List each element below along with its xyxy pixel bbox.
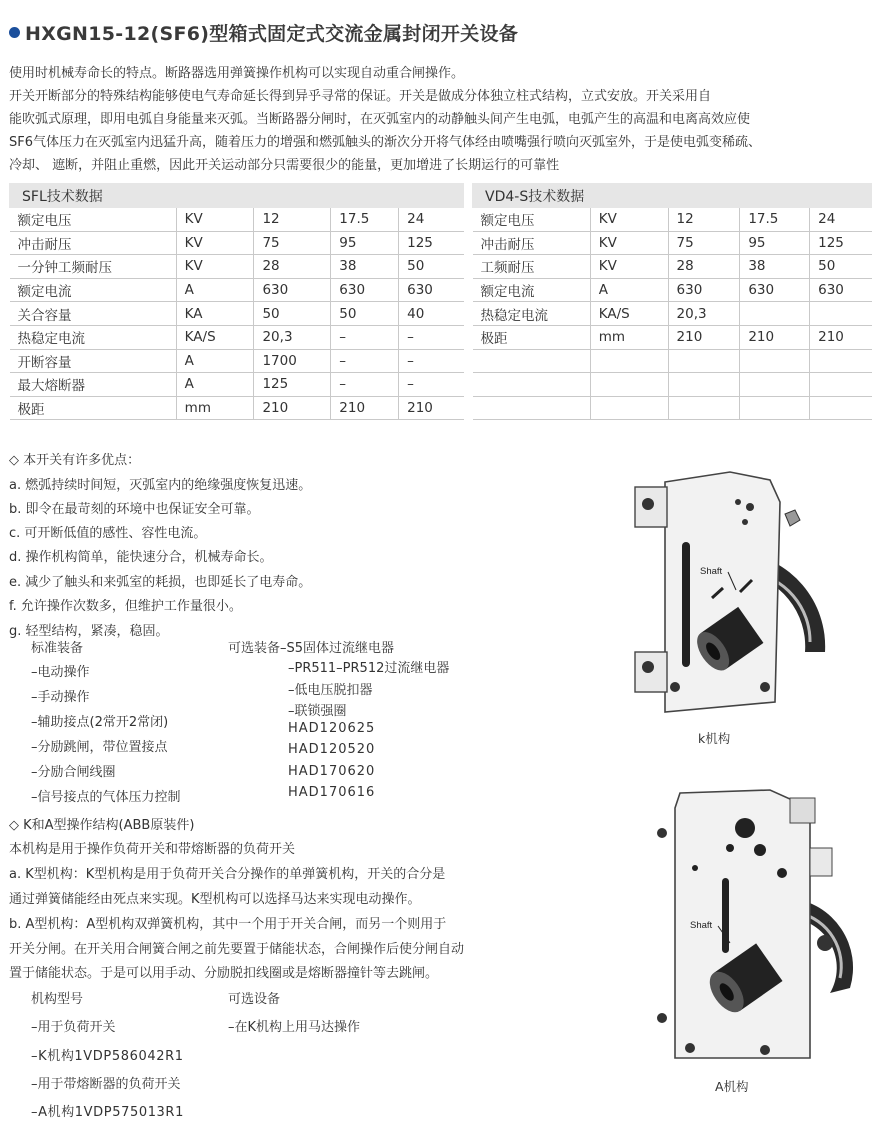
table-cell: 210 bbox=[331, 396, 399, 420]
bolt-icon bbox=[817, 935, 833, 951]
table-cell: KV bbox=[176, 208, 254, 232]
table-cell: 最大熔断器 bbox=[10, 373, 177, 397]
table-cell: 40 bbox=[399, 302, 464, 326]
k-mechanism-caption: k机构 bbox=[698, 731, 731, 746]
standard-equipment-item: –分励合闸线圈 bbox=[31, 765, 116, 780]
table-cell: 冲击耐压 bbox=[10, 231, 177, 255]
table-cell: 210 bbox=[399, 396, 464, 420]
a-mechanism-figure bbox=[650, 788, 855, 1073]
bolt-icon bbox=[657, 828, 667, 838]
table-row bbox=[473, 255, 872, 279]
table-cell bbox=[473, 373, 591, 397]
table-cell: – bbox=[331, 349, 399, 373]
table-cell: 12 bbox=[254, 208, 331, 232]
table-cell: 24 bbox=[810, 208, 872, 232]
table-cell: 额定电压 bbox=[10, 208, 177, 232]
optional-equipment-item: HAD170616 bbox=[288, 785, 376, 800]
table-row bbox=[473, 373, 872, 397]
sfl-table-header: SFL技术数据 bbox=[10, 184, 464, 208]
table-row bbox=[10, 278, 464, 302]
table-row bbox=[10, 325, 464, 349]
guide-slot bbox=[682, 542, 690, 667]
bullet-dot-icon bbox=[9, 27, 20, 38]
table-cell bbox=[590, 396, 668, 420]
table-cell bbox=[590, 349, 668, 373]
table-row bbox=[10, 302, 464, 326]
table-cell: 630 bbox=[668, 278, 740, 302]
table-cell: 28 bbox=[254, 255, 331, 279]
table-cell: 1700 bbox=[254, 349, 331, 373]
table-cell: 额定电流 bbox=[10, 278, 177, 302]
nut-icon bbox=[785, 510, 800, 526]
standard-equipment-heading: 标准装备 bbox=[31, 641, 84, 656]
table-cell: 24 bbox=[399, 208, 464, 232]
advantage-item: b. 即令在最苛刻的环境中也保证安全可靠。 bbox=[9, 502, 260, 517]
intro-line: SF6气体压力在灭弧室内迅猛升高，随着压力的增强和燃弧触头的渐次分开将气体经由喷嘴强行喷向灭弧室外，于是使电弧变稀疏、 bbox=[9, 135, 762, 150]
mechanism-line: a. K型机构：K型机构是用于负荷开关合分操作的单弹簧机构，开关的合分是 bbox=[9, 867, 446, 882]
sfl-tech-table bbox=[9, 183, 464, 420]
table-cell bbox=[590, 373, 668, 397]
bolt-icon bbox=[746, 503, 754, 511]
bolt-icon bbox=[760, 682, 770, 692]
table-cell: 75 bbox=[254, 231, 331, 255]
advantage-item: e. 减少了触头和来弧室的耗损，也即延长了电寿命。 bbox=[9, 575, 312, 590]
model-item: –用于负荷开关 bbox=[31, 1020, 116, 1035]
table-cell: 630 bbox=[740, 278, 810, 302]
table-cell: 额定电流 bbox=[473, 278, 591, 302]
table-cell: 28 bbox=[668, 255, 740, 279]
bolt-icon bbox=[642, 498, 654, 510]
optional-equipment-item: –PR511–PR512过流继电器 bbox=[288, 661, 450, 676]
bolt-icon bbox=[685, 1043, 695, 1053]
shaft-label: Shaft bbox=[700, 566, 723, 577]
model-item: –K机构1VDP586042R1 bbox=[31, 1049, 184, 1064]
table-cell: KV bbox=[590, 208, 668, 232]
optional-equipment-item: –联锁强圈 bbox=[288, 704, 347, 719]
table-cell: KA/S bbox=[590, 302, 668, 326]
advantage-item: c. 可开断低值的感性、容性电流。 bbox=[9, 526, 207, 541]
mechanism-line: b. A型机构：A型机构双弹簧机构，其中一个用于开关合闸，而另一个则用于 bbox=[9, 917, 447, 932]
table-row bbox=[473, 349, 872, 373]
bolt-icon bbox=[642, 661, 654, 673]
right-bracket bbox=[810, 848, 832, 876]
table-cell: 极距 bbox=[10, 396, 177, 420]
bolt-icon bbox=[692, 865, 698, 871]
table-cell bbox=[810, 396, 872, 420]
table-cell: 630 bbox=[810, 278, 872, 302]
table-cell bbox=[810, 373, 872, 397]
table-cell: 17.5 bbox=[740, 208, 810, 232]
vd4-table-header: VD4-S技术数据 bbox=[473, 184, 872, 208]
table-cell: 50 bbox=[254, 302, 331, 326]
table-cell: 38 bbox=[740, 255, 810, 279]
table-cell: 125 bbox=[810, 231, 872, 255]
table-cell: 20,3 bbox=[254, 325, 331, 349]
table-cell: 38 bbox=[331, 255, 399, 279]
table-cell bbox=[740, 302, 810, 326]
a-mechanism-caption: A机构 bbox=[715, 1079, 749, 1094]
optional-equipment-item: HAD120625 bbox=[288, 721, 376, 736]
standard-equipment-item: –分励跳闸，带位置接点 bbox=[31, 740, 168, 755]
mechanism-line: 置于储能状态。于是可以用手动、分励脱扣线圈或是熔断器撞针等去跳闸。 bbox=[9, 966, 439, 981]
advantage-item: f. 允许操作次数多，但维护工作量很小。 bbox=[9, 599, 242, 614]
table-cell: 50 bbox=[399, 255, 464, 279]
standard-equipment-item: –电动操作 bbox=[31, 665, 90, 680]
table-cell: A bbox=[176, 349, 254, 373]
mechanism-line: 通过弹簧储能经由死点来实现。K型机构可以选择马达来实现电动操作。 bbox=[9, 892, 421, 907]
standard-equipment-item: –辅助接点(2常开2常闭) bbox=[31, 715, 169, 730]
advantage-item: a. 燃弧持续时间短，灭弧室内的绝缘强度恢复迅速。 bbox=[9, 478, 312, 493]
table-cell: 一分钟工频耐压 bbox=[10, 255, 177, 279]
table-cell bbox=[740, 349, 810, 373]
bolt-icon bbox=[657, 1013, 667, 1023]
mechanism-heading: ◇ K和A型操作结构(ABB原装件) bbox=[9, 818, 195, 833]
table-row bbox=[473, 278, 872, 302]
table-cell: 工频耐压 bbox=[473, 255, 591, 279]
table-row bbox=[10, 349, 464, 373]
table-cell: KA/S bbox=[176, 325, 254, 349]
mechanism-line: 本机构是用于操作负荷开关和带熔断器的负荷开关 bbox=[9, 842, 296, 857]
table-cell bbox=[668, 349, 740, 373]
table-cell: – bbox=[331, 325, 399, 349]
intro-line: 冷却、 遮断，并阻止重燃，因此开关运动部分只需要很少的能量，更加增进了长期运行的可靠性 bbox=[9, 158, 560, 173]
intro-line: 能吹弧式原理，即用电弧自身能量来灭弧。当断路器分闸时，在灭弧室内的动静触头间产生电弧，电弧产生的高温和电离高效应使 bbox=[9, 112, 751, 127]
table-cell bbox=[740, 396, 810, 420]
bolt-icon bbox=[735, 499, 741, 505]
table-cell: 17.5 bbox=[331, 208, 399, 232]
table-cell: A bbox=[590, 278, 668, 302]
table-cell: – bbox=[331, 373, 399, 397]
vd4-tech-table bbox=[472, 183, 872, 420]
table-row bbox=[473, 208, 872, 232]
optional-equipment-item: HAD170620 bbox=[288, 764, 376, 779]
table-cell bbox=[473, 396, 591, 420]
model-heading: 机构型号 bbox=[31, 992, 84, 1007]
table-cell bbox=[810, 349, 872, 373]
optional-device-heading: 可选设备 bbox=[228, 992, 281, 1007]
table-cell: 50 bbox=[810, 255, 872, 279]
intro-line: 使用时机械寿命长的特点。断路器选用弹簧操作机构可以实现自动重合闸操作。 bbox=[9, 66, 465, 81]
table-cell: – bbox=[399, 373, 464, 397]
table-cell: 125 bbox=[399, 231, 464, 255]
table-cell: 极距 bbox=[473, 325, 591, 349]
table-row bbox=[10, 255, 464, 279]
top-bracket bbox=[790, 798, 815, 823]
intro-paragraph bbox=[9, 62, 875, 177]
table-cell: 210 bbox=[668, 325, 740, 349]
table-cell: – bbox=[399, 325, 464, 349]
table-cell bbox=[810, 302, 872, 326]
advantage-item: g. 轻型结构，紧凑，稳固。 bbox=[9, 624, 169, 639]
table-cell: KV bbox=[176, 231, 254, 255]
table-cell: A bbox=[176, 278, 254, 302]
table-row bbox=[473, 302, 872, 326]
mechanism-line: 开关分闸。在开关用合闸簧合闸之前先要置于储能状态，合闸操作后使分闸自动 bbox=[9, 942, 465, 957]
table-cell: 210 bbox=[254, 396, 331, 420]
table-cell: 50 bbox=[331, 302, 399, 326]
model-item: –用于带熔断器的负荷开关 bbox=[31, 1077, 181, 1092]
table-cell: KV bbox=[590, 231, 668, 255]
table-cell bbox=[740, 373, 810, 397]
model-item: –A机构1VDP575013R1 bbox=[31, 1105, 184, 1120]
table-cell: 210 bbox=[810, 325, 872, 349]
table-cell: 630 bbox=[254, 278, 331, 302]
table-cell: 20,3 bbox=[668, 302, 740, 326]
table-cell: 12 bbox=[668, 208, 740, 232]
table-cell: 630 bbox=[331, 278, 399, 302]
table-cell: 95 bbox=[331, 231, 399, 255]
bolt-icon bbox=[754, 844, 766, 856]
table-row bbox=[473, 231, 872, 255]
optional-device-item: –在K机构上用马达操作 bbox=[228, 1020, 361, 1035]
standard-equipment-item: –手动操作 bbox=[31, 690, 90, 705]
bolt-icon bbox=[760, 1045, 770, 1055]
advantages-heading: ◇ 本开关有许多优点： bbox=[9, 453, 141, 468]
optional-equipment-item: HAD120520 bbox=[288, 742, 376, 757]
optional-equipment-item: –低电压脱扣器 bbox=[288, 683, 373, 698]
table-cell: A bbox=[176, 373, 254, 397]
table-cell: KV bbox=[590, 255, 668, 279]
table-cell: 75 bbox=[668, 231, 740, 255]
table-cell: 125 bbox=[254, 373, 331, 397]
table-cell bbox=[668, 373, 740, 397]
table-cell bbox=[668, 396, 740, 420]
table-cell: 热稳定电流 bbox=[10, 325, 177, 349]
table-cell: 关合容量 bbox=[10, 302, 177, 326]
bolt-icon bbox=[735, 818, 755, 838]
bolt-icon bbox=[742, 519, 748, 525]
table-cell: – bbox=[399, 349, 464, 373]
table-cell: mm bbox=[176, 396, 254, 420]
bolt-icon bbox=[670, 682, 680, 692]
table-cell: 95 bbox=[740, 231, 810, 255]
table-cell: 额定电压 bbox=[473, 208, 591, 232]
table-cell: 热稳定电流 bbox=[473, 302, 591, 326]
table-cell: 630 bbox=[399, 278, 464, 302]
table-row bbox=[10, 373, 464, 397]
k-mechanism-figure bbox=[620, 462, 835, 730]
table-cell: 开断容量 bbox=[10, 349, 177, 373]
table-cell: KA bbox=[176, 302, 254, 326]
advantage-item: d. 操作机构简单，能快速分合，机械寿命长。 bbox=[9, 550, 273, 565]
table-row bbox=[10, 396, 464, 420]
bolt-icon bbox=[726, 844, 734, 852]
table-cell: 210 bbox=[740, 325, 810, 349]
table-cell bbox=[473, 349, 591, 373]
table-cell: 冲击耐压 bbox=[473, 231, 591, 255]
title-row bbox=[9, 19, 518, 46]
table-cell: mm bbox=[590, 325, 668, 349]
table-row bbox=[473, 325, 872, 349]
shaft-label: Shaft bbox=[690, 920, 713, 931]
bolt-icon bbox=[777, 868, 787, 878]
guide-slot bbox=[722, 878, 729, 953]
table-row bbox=[473, 396, 872, 420]
table-row bbox=[10, 231, 464, 255]
standard-equipment-item: –信号接点的气体压力控制 bbox=[31, 790, 181, 805]
optional-equipment-heading: 可选装备–S5固体过流继电器 bbox=[228, 641, 395, 656]
table-row bbox=[10, 208, 464, 232]
page-title: HXGN15-12(SF6)型箱式固定式交流金属封闭开关设备 bbox=[25, 23, 519, 45]
table-cell: KV bbox=[176, 255, 254, 279]
intro-line: 开关开断部分的特殊结构能够使电气寿命延长得到异乎寻常的保证。开关是做成分体独立柱式结构，立式安放。开关采用自 bbox=[9, 89, 712, 104]
